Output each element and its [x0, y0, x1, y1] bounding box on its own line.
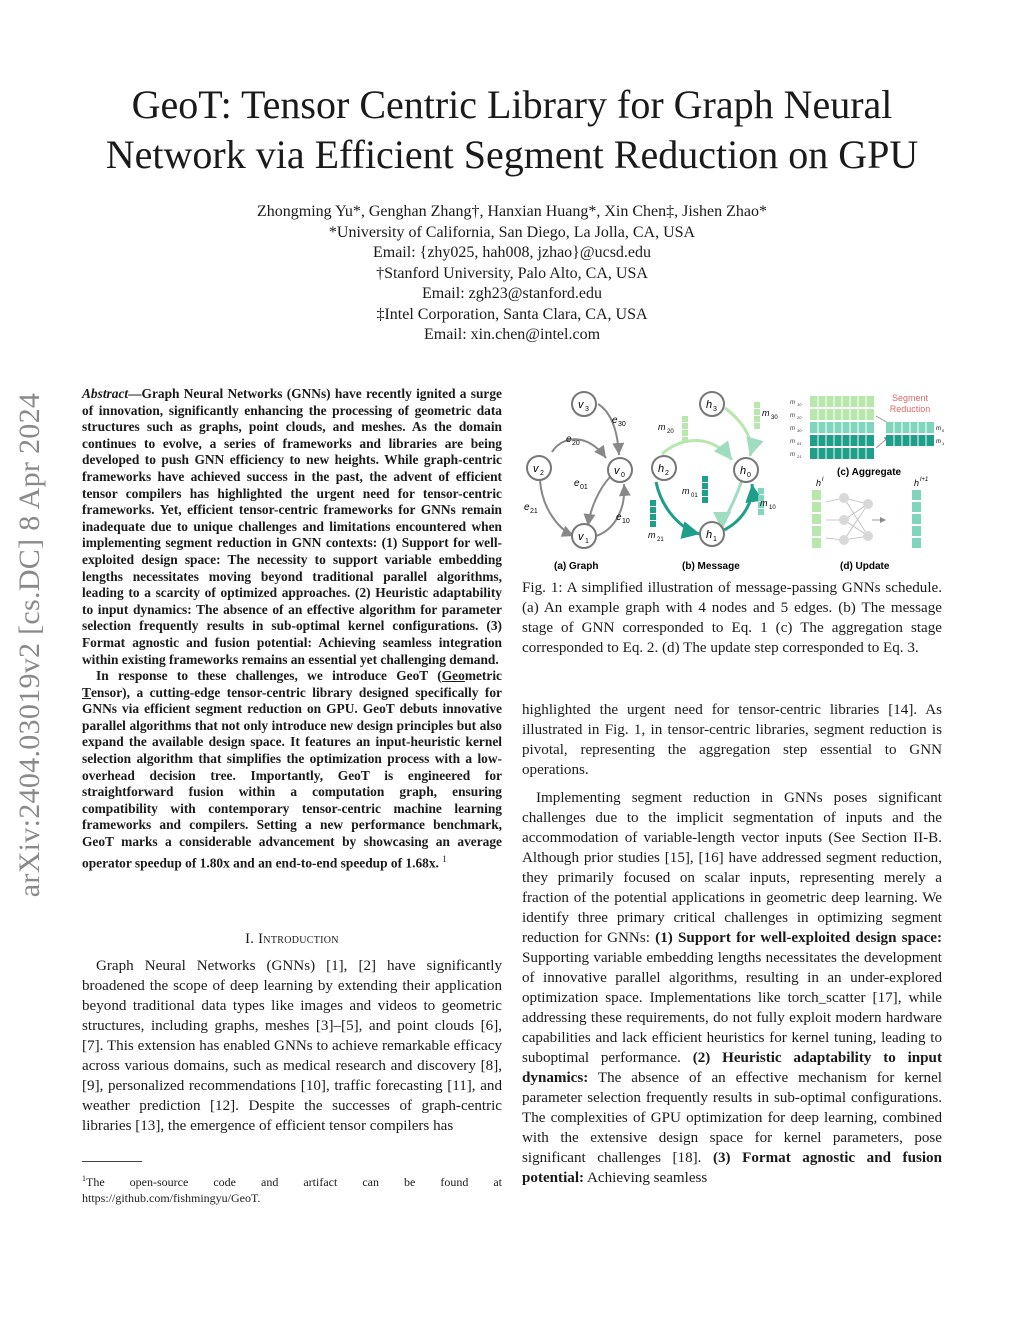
agg-row-1-label: m [790, 400, 795, 406]
graph-panel [524, 392, 632, 572]
node-v1-sub: 1 [585, 538, 589, 545]
aggregate-output-matrix [886, 422, 934, 446]
update-output-label: h [914, 478, 920, 488]
arxiv-id-text: arXiv:2404.03019v2 [cs.DC] 8 Apr 2024 [13, 392, 46, 898]
aggregate-input-matrix [810, 396, 874, 459]
email-intel: Email: xin.chen@intel.com [423, 326, 601, 343]
abstract-p1-text: Graph Neural Networks (GNNs) have recently ignited a surge of innovation, significantly enhancing the processing of geometric data structures such as graphs, point clouds, and meshes. As the domain continues to evolve, a series of frameworks and libraries are being developed to push GNN efficiency to new heights. While graph-centric frameworks have achieved success in the past, the advent of efficient tensor compilers has highlighted the urgent need for tensor-centric frameworks. Yet, efficient tensor-centric frameworks for GNNs remain inadequate due to unique challenges and limitations encountered when implementing segment reduction in GNN contexts: (1) Support for well-exploited design space: The necessity to support variable embedding lengths necessitates moving beyond traditional parallel algorithms, leading to a scarcity of optimized approaches. (2) Heuristic adaptability to input dynamics: The absence of an effective algorithm for parameter selection frequently results in sub-optimal kernel configurations. (3) Format agnostic and fusion potential: Achieving seamless integration within existing frameworks remains an essential yet challenging demand. [82, 386, 502, 667]
update-panel [812, 477, 928, 572]
m20-sub: 20 [667, 429, 674, 435]
m01-label: m [682, 486, 690, 496]
message-vector-m30 [754, 402, 778, 429]
title-line-1: GeoT: Tensor Centric Library for Graph Neural [131, 82, 893, 127]
agg-out-0-sub: 0 [942, 428, 945, 433]
abstract-paragraph-2 [82, 668, 502, 872]
right-p2-text-d: The absence of an effective mechanism for kernel parameter selection frequently results in sub-optimal configurations. The complexities of GPU optimization for deep learning, combined with the extensive design space for kernel parameters, pose significant challenges [18]. [522, 1070, 942, 1166]
update-output-vector [912, 490, 921, 548]
node-h0-sub: 0 [747, 472, 751, 479]
abstract-p2-geo: Geo [441, 668, 465, 684]
node-v3-label: v [578, 399, 584, 411]
abstract-p2-text-a: In response to these challenges, we introduce GeoT ( [96, 668, 442, 684]
edge-e30-label: e [612, 415, 618, 426]
challenge-2: (2) Heuristic adaptability to input dynamics: [522, 1050, 942, 1086]
edge-e01-label: e [574, 478, 580, 489]
agg-out-1-sub: 1 [942, 441, 945, 446]
abstract-dash: — [128, 386, 142, 401]
right-paragraph-1: highlighted the urgent need for tensor-centric libraries [14]. As illustrated in Fig. 1, in tensor-centric libraries, segment reduction is pivotal, representing the aggregation step essential to GNN operations. [522, 702, 942, 778]
m30-sub: 30 [771, 415, 778, 421]
update-mlp [826, 493, 886, 545]
agg-row-3-label: m [790, 426, 795, 432]
introduction-body [82, 956, 502, 1136]
message-panel [648, 392, 778, 572]
agg-row-1-sub: 10 [797, 402, 802, 407]
challenge-3: (3) Format agnostic and fusion potential: [522, 1150, 942, 1186]
update-input-label: h [816, 478, 822, 488]
section-number: I. [245, 931, 255, 947]
abstract [82, 386, 502, 872]
node-h2-sub: 2 [665, 470, 669, 477]
affiliation-stanford: †Stanford University, Palo Alto, CA, USA [376, 264, 648, 282]
aggregate-panel [790, 393, 945, 478]
m21-sub: 21 [657, 537, 664, 543]
email-stanford: Email: zgh23@stanford.edu [421, 285, 603, 302]
author-block [60, 202, 964, 346]
abstract-p2-t: T [82, 684, 91, 700]
node-v2-label: v [533, 463, 539, 475]
section-heading-introduction [82, 931, 502, 948]
segment-label: Segment [891, 393, 929, 403]
node-h0-label: h [740, 465, 747, 477]
agg-row-4-label: m [790, 439, 795, 445]
footnote-divider [82, 1161, 142, 1162]
right-p2-text-e: Achieving seamless [584, 1170, 708, 1186]
node-h1-label: h [706, 529, 713, 541]
m10-label: m [760, 498, 768, 508]
author-names: Zhongming Yu*, Genghan Zhang†, Hanxian Huang*, Xin Chen‡, Jishen Zhao* [257, 203, 767, 220]
right-p2-text-c: Supporting variable embedding lengths necessitates the development of innovative parallel algorithms, resulting in an under-explored optimization space. Implementations like torch_scatter [17], while addressing these requirements, do not fully exploit modern hardware capabilities and lack efficient heuristics for kernel tuning, leading to suboptimal performance. [522, 950, 942, 1066]
edge-e20-label: e [566, 434, 572, 445]
agg-row-2-sub: 20 [797, 415, 802, 420]
edge-e10-sub: 10 [622, 518, 630, 525]
node-v1 [572, 524, 596, 548]
node-v1-label: v [578, 531, 584, 543]
update-input-superscript: l [822, 477, 824, 483]
node-v0-label: v [614, 465, 620, 477]
agg-row-4-sub: 01 [797, 441, 802, 446]
edge-e21-label: e [524, 502, 530, 513]
agg-out-0-label: m [936, 426, 941, 432]
m21-label: m [648, 530, 656, 540]
panel-c-label: (c) Aggregate [837, 467, 902, 478]
figure-1-illustration [522, 380, 956, 575]
right-column-body [522, 700, 942, 1188]
node-h3-label: h [706, 399, 713, 411]
email-ucsd: Email: {zhy025, hah008, jzhao}@ucsd.edu [372, 244, 652, 261]
node-v3 [572, 392, 596, 416]
agg-row-5-sub: 21 [797, 454, 802, 459]
node-v3-sub: 3 [585, 406, 589, 413]
message-vector-m01 [682, 476, 708, 503]
agg-row-2-label: m [790, 413, 795, 419]
agg-out-1-label: m [936, 439, 941, 445]
m01-sub: 01 [691, 493, 698, 499]
edge-e20-sub: 20 [572, 440, 580, 447]
edge-e21-sub: 21 [530, 508, 538, 515]
node-v0 [608, 458, 632, 482]
title-line-2: Network via Efficient Segment Reduction on GPU [105, 132, 919, 177]
footnote-ref[interactable]: 1 [442, 853, 447, 864]
paper-title [60, 80, 964, 180]
right-paragraph-2 [522, 788, 942, 1188]
aggregate-row-labels [790, 400, 802, 459]
m30-label: m [762, 408, 770, 418]
node-v2 [527, 456, 551, 480]
intro-paragraph-1: Graph Neural Networks (GNNs) [1], [2] have significantly broadened the scope of deep learning by extending their application beyond traditional data types like images and videos to geometric structures, including graphs, meshes [3]–[5], and point clouds [6], [7]. This extension has enabled GNNs to achieve remarkable efficacy across various domains, such as medical research and discovery [8], [9], personalized recommendations [10], traffic forecasting [11], and weather prediction [12]. Despite the successes of graph-centric libraries [13], the emergence of efficient tensor compilers has [82, 958, 502, 1134]
update-output-superscript: l+1 [920, 477, 929, 483]
footnote [82, 1171, 502, 1206]
edge-e01-sub: 01 [580, 484, 588, 491]
abstract-p2-text-b: metric [464, 668, 502, 684]
challenge-1: (1) Support for well-exploited design space: [655, 930, 942, 946]
panel-b-label: (b) Message [682, 561, 740, 572]
edge-e30-sub: 30 [618, 421, 626, 428]
abstract-p2-text-c: ensor), a cutting-edge tensor-centric library designed specifically for GNNs via efficient segment reduction on GPU. GeoT debuts innovative parallel algorithms that not only introduce new design principles but also expand the available design space. It features an input-heuristic kernel selection algorithm that simplifies the optimization process with a low-overhead decision tree. Importantly, GeoT is engineered for straightforward fusion within a computation graph, ensuring compatibility with contemporary tensor-centric machine learning frameworks and compilers. Setting a new performance benchmark, GeoT marks a considerable advancement by showcasing an average operator speedup of 1.80x and an end-to-end speedup of 1.68x. [82, 684, 502, 871]
panel-d-label: (d) Update [840, 561, 890, 572]
agg-row-3-sub: 30 [797, 428, 802, 433]
message-vector-m10 [758, 488, 776, 515]
node-v0-sub: 0 [621, 472, 625, 479]
message-vector-m21 [648, 500, 664, 543]
message-vector-m20 [658, 416, 688, 443]
abstract-paragraph-1 [82, 386, 502, 668]
update-input-vector [812, 490, 821, 548]
node-h1-sub: 1 [713, 536, 717, 543]
agg-row-5-label: m [790, 452, 795, 458]
m10-sub: 10 [769, 505, 776, 511]
node-h3-sub: 3 [713, 406, 717, 413]
figure-1 [522, 380, 956, 575]
m20-label: m [658, 422, 666, 432]
panel-a-label: (a) Graph [554, 561, 599, 572]
reduction-label: Reduction [889, 404, 931, 414]
abstract-label: Abstract [82, 386, 129, 401]
footnote-mark: 1 [82, 1174, 86, 1183]
affiliation-intel: ‡Intel Corporation, Santa Clara, CA, USA [376, 305, 648, 323]
footnote-text: The open-source code and artifact can be found at https://github.com/fishmingyu/GeoT. [82, 1175, 502, 1205]
section-title: Introduction [258, 931, 339, 947]
right-p2-text-a: Implementing segment reduction in GNNs poses significant challenges due to the implicit segmentation of inputs and the accommodation of variable-length vector inputs (See Section II-B. Although prior studies [15], [16] have addressed segment reduction, they primarily focused on scalar inputs, representing merely a fraction of the potential applications in geometric deep learning. We identify three primary critical challenges in optimizing segment reduction for GNNs: [522, 790, 942, 946]
affiliation-ucsd: *University of California, San Diego, La Jolla, CA, USA [328, 223, 696, 241]
node-v2-sub: 2 [540, 470, 544, 477]
edge-e10-label: e [616, 512, 622, 523]
node-h2-label: h [658, 463, 665, 475]
figure-1-caption: Fig. 1: A simplified illustration of message-passing GNNs schedule. (a) An example graph with 4 nodes and 5 edges. (b) The message stage of GNN corresponded to Eq. 1 (c) The aggregation stage corresponded to Eq. 2. (d) The update step corresponded to Eq. 3. [522, 580, 942, 656]
